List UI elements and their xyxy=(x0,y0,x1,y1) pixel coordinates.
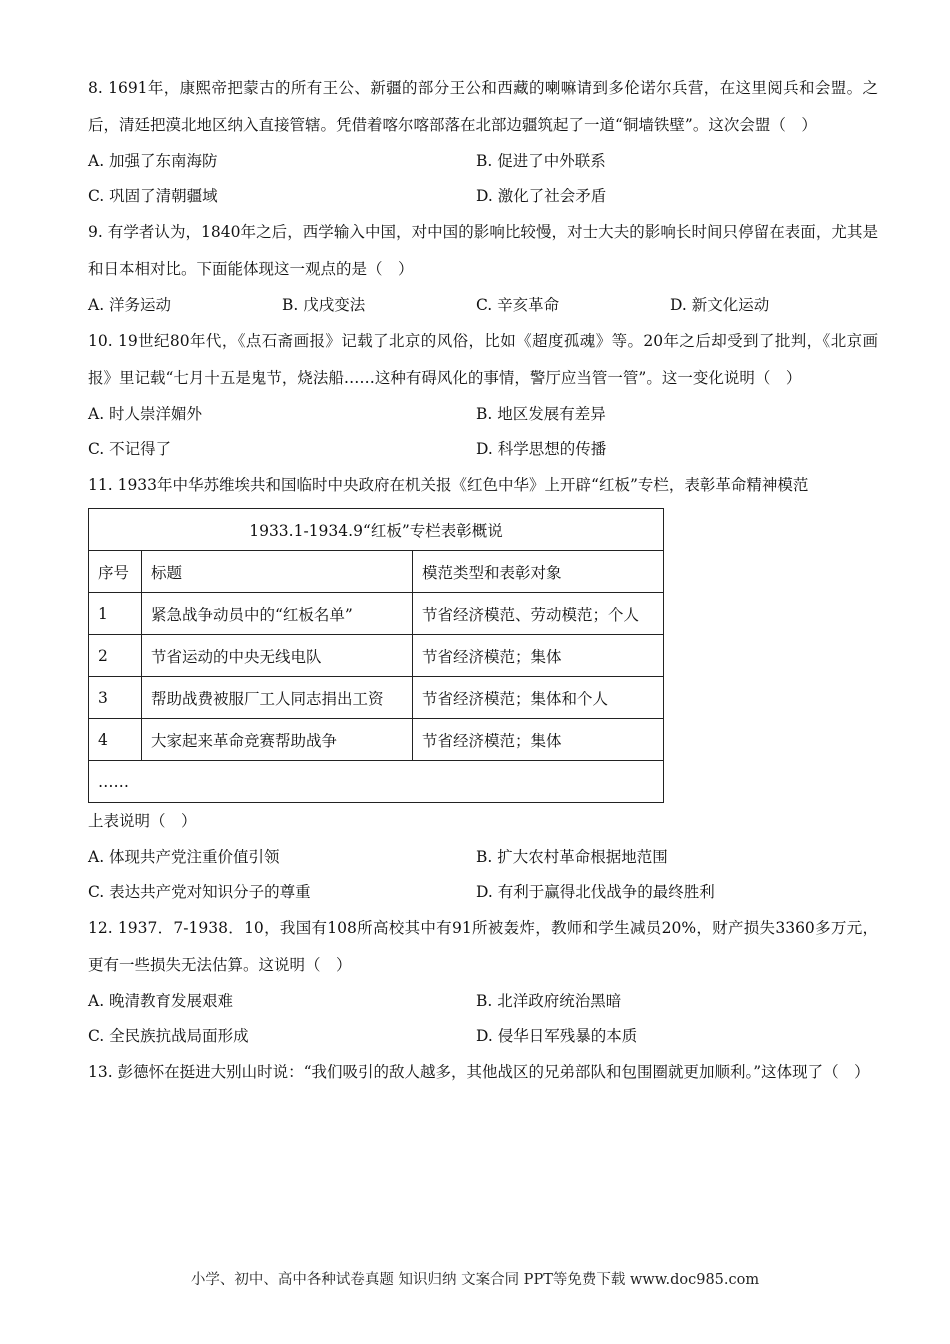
table-cell: 帮助战费被服厂工人同志捐出工资 xyxy=(142,677,413,719)
q11-option-b[interactable]: B. 扩大农村革命根据地范围 xyxy=(476,848,668,866)
table-cell: 节省经济模范；集体和个人 xyxy=(413,677,664,719)
page-footer: 小学、初中、高中各种试卷真题 知识归纳 文案合同 PPT等免费下载 www.doc985.com xyxy=(190,1272,760,1288)
table-cell: 1 xyxy=(89,593,142,635)
question-11-after: 上表说明（ ） xyxy=(88,812,197,830)
red-board-table xyxy=(88,508,664,803)
question-9-options xyxy=(88,288,878,323)
question-9-stem: 9. 有学者认为，1840年之后，西学输入中国，对中国的影响比较慢，对士大夫的影响长时间只停留在表面，尤其是和日本相对比。下面能体现这一观点的是（ ） xyxy=(88,223,878,278)
table-cell: 紧急战争动员中的“红板名单” xyxy=(142,593,413,635)
q8-option-b[interactable]: B. 促进了中外联系 xyxy=(476,152,606,170)
table-row xyxy=(89,635,664,677)
table-header-row xyxy=(89,551,664,593)
q10-option-a[interactable]: A. 时人崇洋媚外 xyxy=(88,405,203,423)
table-header-cell: 序号 xyxy=(89,551,142,593)
table-ellipsis: …… xyxy=(89,761,664,803)
q8-option-a[interactable]: A. 加强了东南海防 xyxy=(88,152,218,170)
table-cell: 节省经济模范、劳动模范；个人 xyxy=(413,593,664,635)
table-row xyxy=(89,677,664,719)
question-11-stem: 11. 1933年中华苏维埃共和国临时中央政府在机关报《红色中华》上开辟“红板”专栏，表彰革命精神模范 xyxy=(88,476,809,494)
question-10-stem: 10. 19世纪80年代，《点石斋画报》记载了北京的风俗，比如《超度孤魂》等。20年之后却受到了批判，《北京画报》里记载“七月十五是鬼节，烧法船……这种有碍风化的事情，警厅应当管一管”。这一变化说明（ ） xyxy=(88,332,878,387)
table-caption: 1933.1-1934.9“红板”专栏表彰概说 xyxy=(89,509,664,551)
q12-option-a[interactable]: A. 晚清教育发展艰难 xyxy=(88,992,234,1010)
q11-option-d[interactable]: D. 有利于赢得北伐战争的最终胜利 xyxy=(476,883,715,901)
q9-option-c[interactable]: C. 辛亥革命 xyxy=(476,296,560,314)
question-13-stem: 13. 彭德怀在挺进大别山时说：“我们吸引的敌人越多，其他战区的兄弟部队和包围圈就更加顺利。”这体现了（ ） xyxy=(88,1063,870,1081)
exam-page xyxy=(88,70,878,1091)
question-12-stem: 12. 1937．7-1938．10，我国有108所高校其中有91所被轰炸，教师和学生减员20%，财产损失3360多万元，更有一些损失无法估算。这说明（ ） xyxy=(88,919,878,974)
table-row xyxy=(89,593,664,635)
question-12-options-row2 xyxy=(88,1019,878,1054)
q9-option-b[interactable]: B. 戊戌变法 xyxy=(282,296,366,314)
question-8-options-row2 xyxy=(88,179,878,214)
question-12-options-row1 xyxy=(88,984,878,1019)
table-row xyxy=(89,719,664,761)
q11-option-a[interactable]: A. 体现共产党注重价值引领 xyxy=(88,848,280,866)
table-cell: 大家起来革命竞赛帮助战争 xyxy=(142,719,413,761)
q8-option-c[interactable]: C. 巩固了清朝疆域 xyxy=(88,187,218,205)
q10-option-c[interactable]: C. 不记得了 xyxy=(88,440,172,458)
q11-option-c[interactable]: C. 表达共产党对知识分子的尊重 xyxy=(88,883,311,901)
table-cell: 节省经济模范；集体 xyxy=(413,635,664,677)
question-8-options-row1 xyxy=(88,144,878,179)
q12-option-b[interactable]: B. 北洋政府统治黑暗 xyxy=(476,992,622,1010)
q8-option-d[interactable]: D. 激化了社会矛盾 xyxy=(476,187,607,205)
table-cell: 4 xyxy=(89,719,142,761)
table-cell: 节省运动的中央无线电队 xyxy=(142,635,413,677)
q10-option-d[interactable]: D. 科学思想的传播 xyxy=(476,440,607,458)
table-cell: 2 xyxy=(89,635,142,677)
question-11-options-row1 xyxy=(88,840,878,875)
q10-option-b[interactable]: B. 地区发展有差异 xyxy=(476,405,606,423)
q12-option-d[interactable]: D. 侵华日军残暴的本质 xyxy=(476,1027,638,1045)
question-11-options-row2 xyxy=(88,875,878,910)
table-header-cell: 模范类型和表彰对象 xyxy=(413,551,664,593)
table-cell: 节省经济模范；集体 xyxy=(413,719,664,761)
table-header-cell: 标题 xyxy=(142,551,413,593)
question-10-options-row1 xyxy=(88,397,878,432)
table-cell: 3 xyxy=(89,677,142,719)
question-8-stem: 8. 1691年，康熙帝把蒙古的所有王公、新疆的部分王公和西藏的喇嘛请到多伦诺尔兵营，在这里阅兵和会盟。之后，清廷把漠北地区纳入直接管辖。凭借着喀尔喀部落在北部边疆筑起了一道“铜墙铁壁”。这次会盟（ ） xyxy=(88,79,878,134)
table-ellipsis-row xyxy=(89,761,664,803)
question-10-options-row2 xyxy=(88,432,878,467)
q9-option-a[interactable]: A. 洋务运动 xyxy=(88,296,172,314)
q12-option-c[interactable]: C. 全民族抗战局面形成 xyxy=(88,1027,249,1045)
q9-option-d[interactable]: D. 新文化运动 xyxy=(670,296,770,314)
